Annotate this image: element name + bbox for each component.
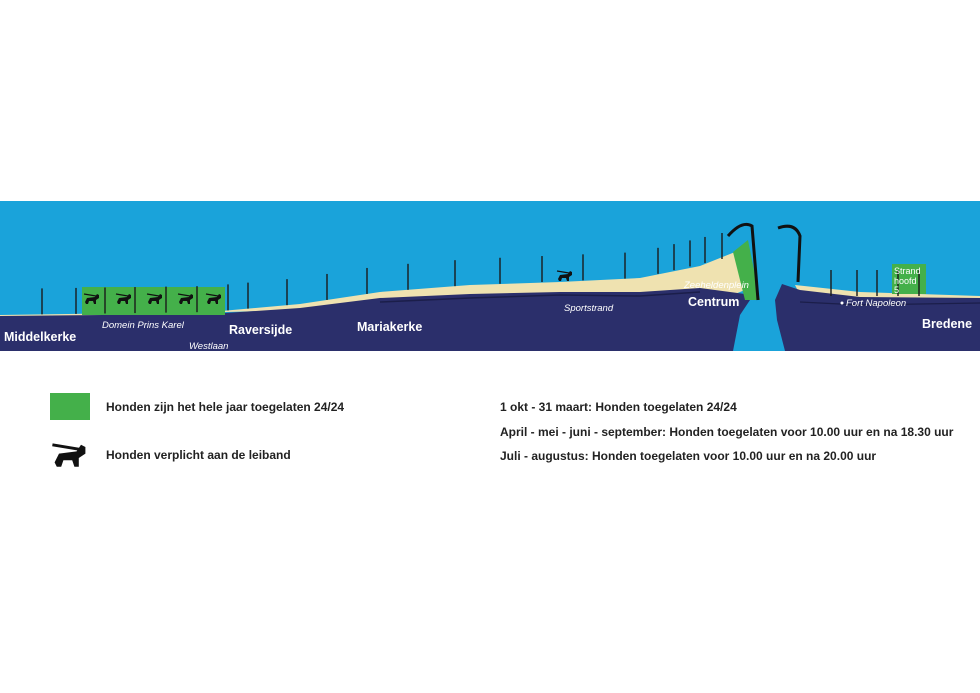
rule-winter: 1 okt - 31 maart: Honden toegelaten 24/24 — [500, 400, 737, 414]
label-domein: Domein Prins Karel — [102, 320, 184, 331]
legend-leash-label: Honden verplicht aan de leiband — [106, 448, 291, 462]
fort-napoleon-marker — [841, 302, 844, 305]
label-centrum: Centrum — [688, 295, 740, 309]
label-strandhoofd-3: 5 — [894, 285, 900, 295]
label-bredene: Bredene — [922, 317, 973, 331]
dog-on-leash-icon — [52, 445, 85, 467]
legend-green-swatch — [50, 393, 90, 420]
rule-summer: Juli - augustus: Honden toegelaten voor 10.00 uur en na 20.00 uur — [500, 449, 877, 463]
rule-shoulder-season: April - mei - juni - september: Honden toegelaten voor 10.00 uur en na 18.30 uur — [500, 425, 954, 439]
label-middelkerke: Middelkerke — [4, 330, 77, 344]
label-zeeheldenplein: Zeeheldenplein — [684, 280, 749, 291]
label-fort-napoleon: Fort Napoleon — [846, 298, 907, 309]
legend-green-label: Honden zijn het hele jaar toegelaten 24/24 — [106, 400, 345, 414]
label-strandhoofd-2: hoofd — [894, 276, 917, 286]
label-raversijde: Raversijde — [229, 323, 293, 337]
label-sportstrand: Sportstrand — [564, 303, 614, 314]
label-strandhoofd-1: Strand — [894, 266, 921, 276]
label-westlaan: Westlaan — [189, 341, 229, 352]
label-mariakerke: Mariakerke — [357, 320, 423, 334]
